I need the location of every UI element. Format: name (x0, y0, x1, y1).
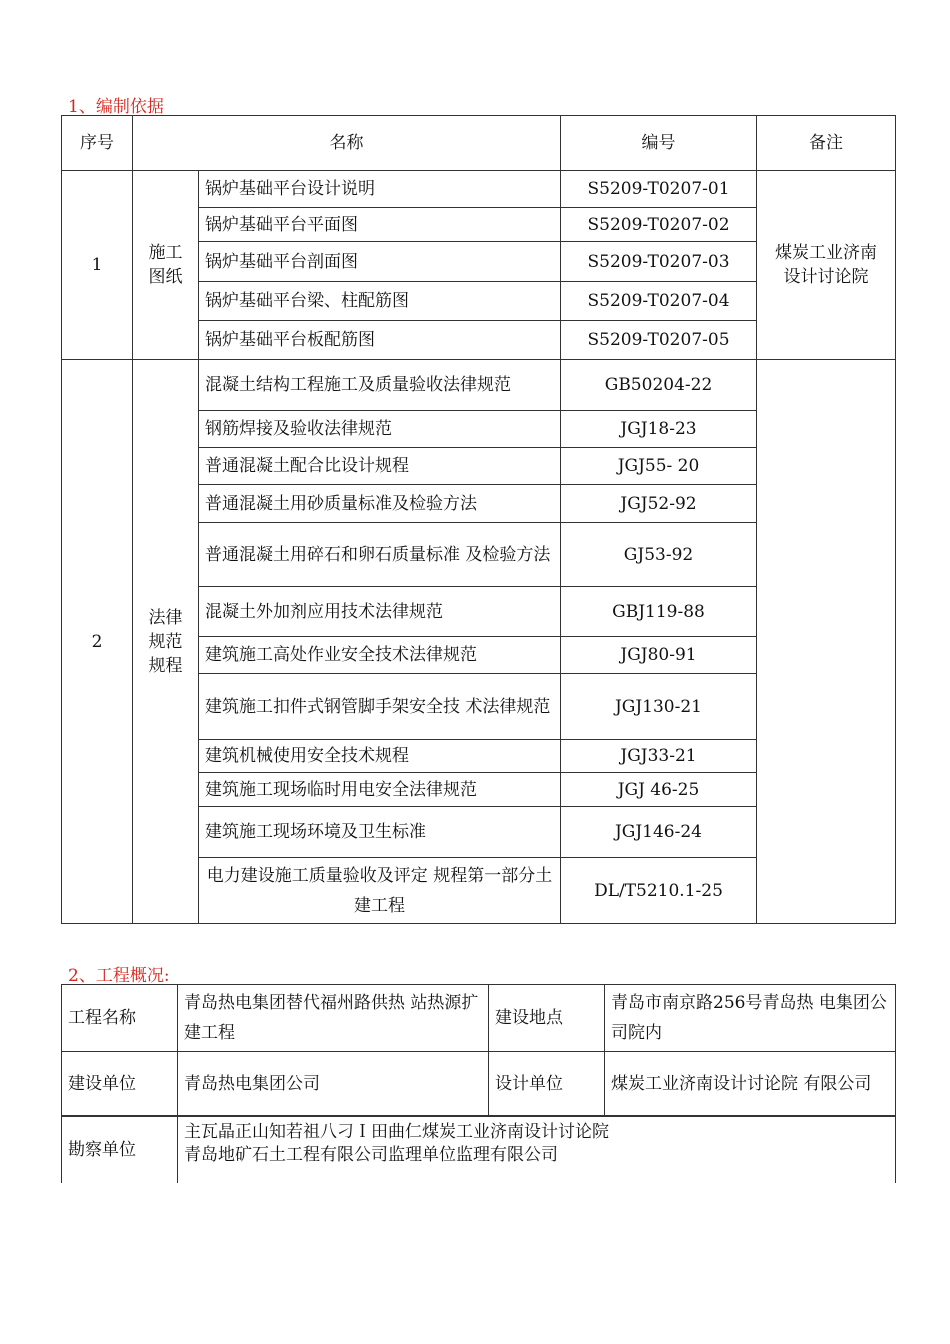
group-2-number: 2 (62, 360, 133, 924)
item-code: JGJ55- 20 (561, 448, 757, 485)
item-code: JGJ 46-25 (561, 773, 757, 807)
category-line: 规范 (148, 631, 183, 652)
item-code: JGJ146-24 (561, 807, 757, 858)
item-code: DL/T5210.1-25 (561, 858, 757, 924)
group-1-number: 1 (62, 171, 133, 360)
survey-line: 主瓦晶正山知若祖八刁Ｉ田曲仁煤炭工业济南设计讨论院 (184, 1122, 609, 1142)
item-code: S5209-T0207-03 (561, 242, 757, 282)
header-code: 编号 (561, 116, 757, 171)
item-name: 建筑施工高处作业安全技术法律规范 (199, 637, 561, 674)
overview-value: 青岛热电集团替代福州路供热 站热源扩建工程 (178, 985, 489, 1052)
item-code: JGJ130-21 (561, 674, 757, 740)
item-code: GB50204-22 (561, 360, 757, 411)
survey-table (61, 1116, 896, 1183)
group-2-note (757, 360, 896, 924)
item-name: 建筑机械使用安全技术规程 (199, 740, 561, 773)
header-index: 序号 (62, 116, 133, 171)
item-name: 锅炉基础平台剖面图 (199, 242, 561, 282)
survey-label: 勘察单位 (62, 1117, 178, 1183)
table-row (62, 985, 896, 1052)
table-row (62, 1117, 896, 1183)
item-code: S5209-T0207-02 (561, 208, 757, 242)
item-code: S5209-T0207-04 (561, 282, 757, 321)
item-name: 混凝土外加剂应用技术法律规范 (199, 587, 561, 637)
item-name: 锅炉基础平台梁、柱配筋图 (199, 282, 561, 321)
overview-table (61, 984, 896, 1116)
item-name: 建筑施工扣件式钢管脚手架安全技 术法律规范 (199, 674, 561, 740)
header-name: 名称 (133, 116, 561, 171)
table-row (62, 360, 896, 411)
category-line: 规程 (148, 655, 183, 676)
section-1-heading: 1、编制依据 (68, 97, 164, 117)
table-row (62, 1052, 896, 1116)
item-code: JGJ80-91 (561, 637, 757, 674)
item-name: 钢筋焊接及验收法律规范 (199, 411, 561, 448)
overview-value: 煤炭工业济南设计讨论院 有限公司 (605, 1052, 896, 1116)
item-name: 锅炉基础平台平面图 (199, 208, 561, 242)
group-1-note (757, 171, 896, 360)
item-name: 电力建设施工质量验收及评定 规程第一部分土建工程 (199, 858, 561, 924)
item-name: 建筑施工现场环境及卫生标准 (199, 807, 561, 858)
item-code: JGJ18-23 (561, 411, 757, 448)
item-name: 锅炉基础平台设计说明 (199, 171, 561, 208)
item-name: 普通混凝土用碎石和卵石质量标准 及检验方法 (199, 523, 561, 587)
note-line: 设计讨论院 (783, 267, 869, 287)
item-code: JGJ33-21 (561, 740, 757, 773)
header-note: 备注 (757, 116, 896, 171)
category-line: 图纸 (148, 267, 183, 287)
section-2-heading: 2、工程概况: (68, 966, 170, 986)
item-code: GJ53-92 (561, 523, 757, 587)
basis-table (61, 115, 896, 924)
group-1-category (133, 171, 199, 360)
item-code: S5209-T0207-01 (561, 171, 757, 208)
item-name: 锅炉基础平台板配筋图 (199, 321, 561, 360)
category-line: 施工 (148, 243, 183, 263)
table-header-row (62, 116, 896, 171)
item-code: S5209-T0207-05 (561, 321, 757, 360)
overview-label: 建设单位 (62, 1052, 178, 1116)
item-name: 混凝土结构工程施工及质量验收法律规范 (199, 360, 561, 411)
survey-line: 青岛地矿石土工程有限公司监理单位监理有限公司 (184, 1145, 558, 1165)
overview-label: 设计单位 (489, 1052, 605, 1116)
category-line: 法律 (148, 607, 183, 628)
overview-label: 建设地点 (489, 985, 605, 1052)
item-name: 建筑施工现场临时用电安全法律规范 (199, 773, 561, 807)
item-code: JGJ52-92 (561, 485, 757, 523)
table-row (62, 171, 896, 208)
survey-value (178, 1117, 896, 1183)
note-line: 煤炭工业济南 (775, 243, 877, 263)
item-name: 普通混凝土配合比设计规程 (199, 448, 561, 485)
overview-value: 青岛市南京路256号青岛热 电集团公司院内 (605, 985, 896, 1052)
item-name: 普通混凝土用砂质量标准及检验方法 (199, 485, 561, 523)
item-code: GBJ119-88 (561, 587, 757, 637)
overview-value: 青岛热电集团公司 (178, 1052, 489, 1116)
overview-label: 工程名称 (62, 985, 178, 1052)
group-2-category (133, 360, 199, 924)
